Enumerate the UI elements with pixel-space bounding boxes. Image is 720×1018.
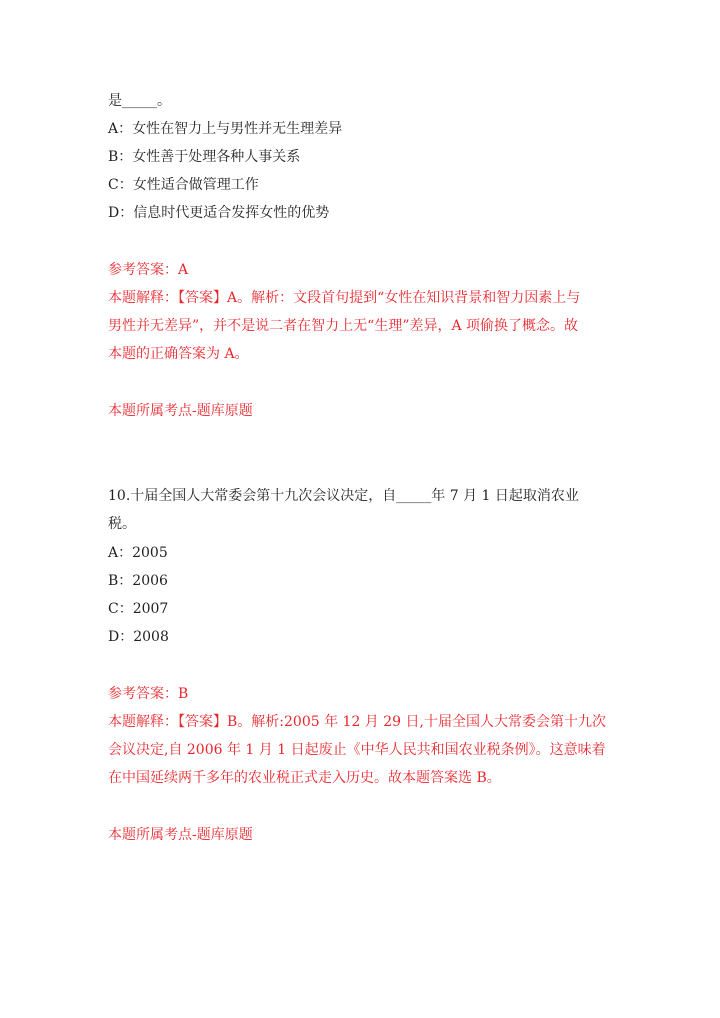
q9-option-d: D：信息时代更适合发挥女性的优势 [108, 205, 330, 221]
q10-stem-line-2: 税。 [108, 516, 136, 532]
q9-option-c: C：女性适合做管理工作 [108, 177, 259, 193]
q9-explanation-line-2: 男性并无差异”，并不是说二者在智力上无“生理”差异，A 项偷换了概念。故 [108, 318, 579, 334]
q9-explanation-line-3: 本题的正确答案为 A。 [108, 346, 249, 362]
q10-option-b: B：2006 [108, 573, 168, 589]
q9-option-b: B：女性善于处理各种人事关系 [108, 149, 301, 165]
q9-source: 本题所属考点-题库原题 [108, 403, 253, 419]
q9-answer: 参考答案：A [108, 262, 189, 278]
q9-explanation-line-1: 本题解释：【答案】A。解析：文段首句提到“女性在知识背景和智力因素上与 [108, 290, 581, 306]
q10-option-a: A：2005 [108, 545, 168, 561]
q10-source: 本题所属考点-题库原题 [108, 827, 253, 843]
q10-stem-line-1: 10.十届全国人大常委会第十九次会议决定，自_____年 7 月 1 日起取消农业 [108, 488, 579, 504]
q10-explanation-line-2: 会议决定,自 2006 年 1 月 1 日起废止《中华人民共和国农业税条例》。这意味着 [108, 742, 606, 758]
q9-stem-tail: 是_____。 [108, 93, 171, 109]
q10-option-d: D：2008 [108, 629, 169, 645]
q10-explanation-line-3: 在中国延续两千多年的农业税正式走入历史。故本题答案选 B。 [108, 770, 501, 786]
q10-answer: 参考答案：B [108, 686, 189, 702]
q10-option-c: C：2007 [108, 601, 169, 617]
q9-option-a: A：女性在智力上与男性并无生理差异 [108, 121, 343, 137]
q10-explanation-line-1: 本题解释：【答案】B。解析:2005 年 12 月 29 日,十届全国人大常委会第十九次 [108, 714, 606, 730]
